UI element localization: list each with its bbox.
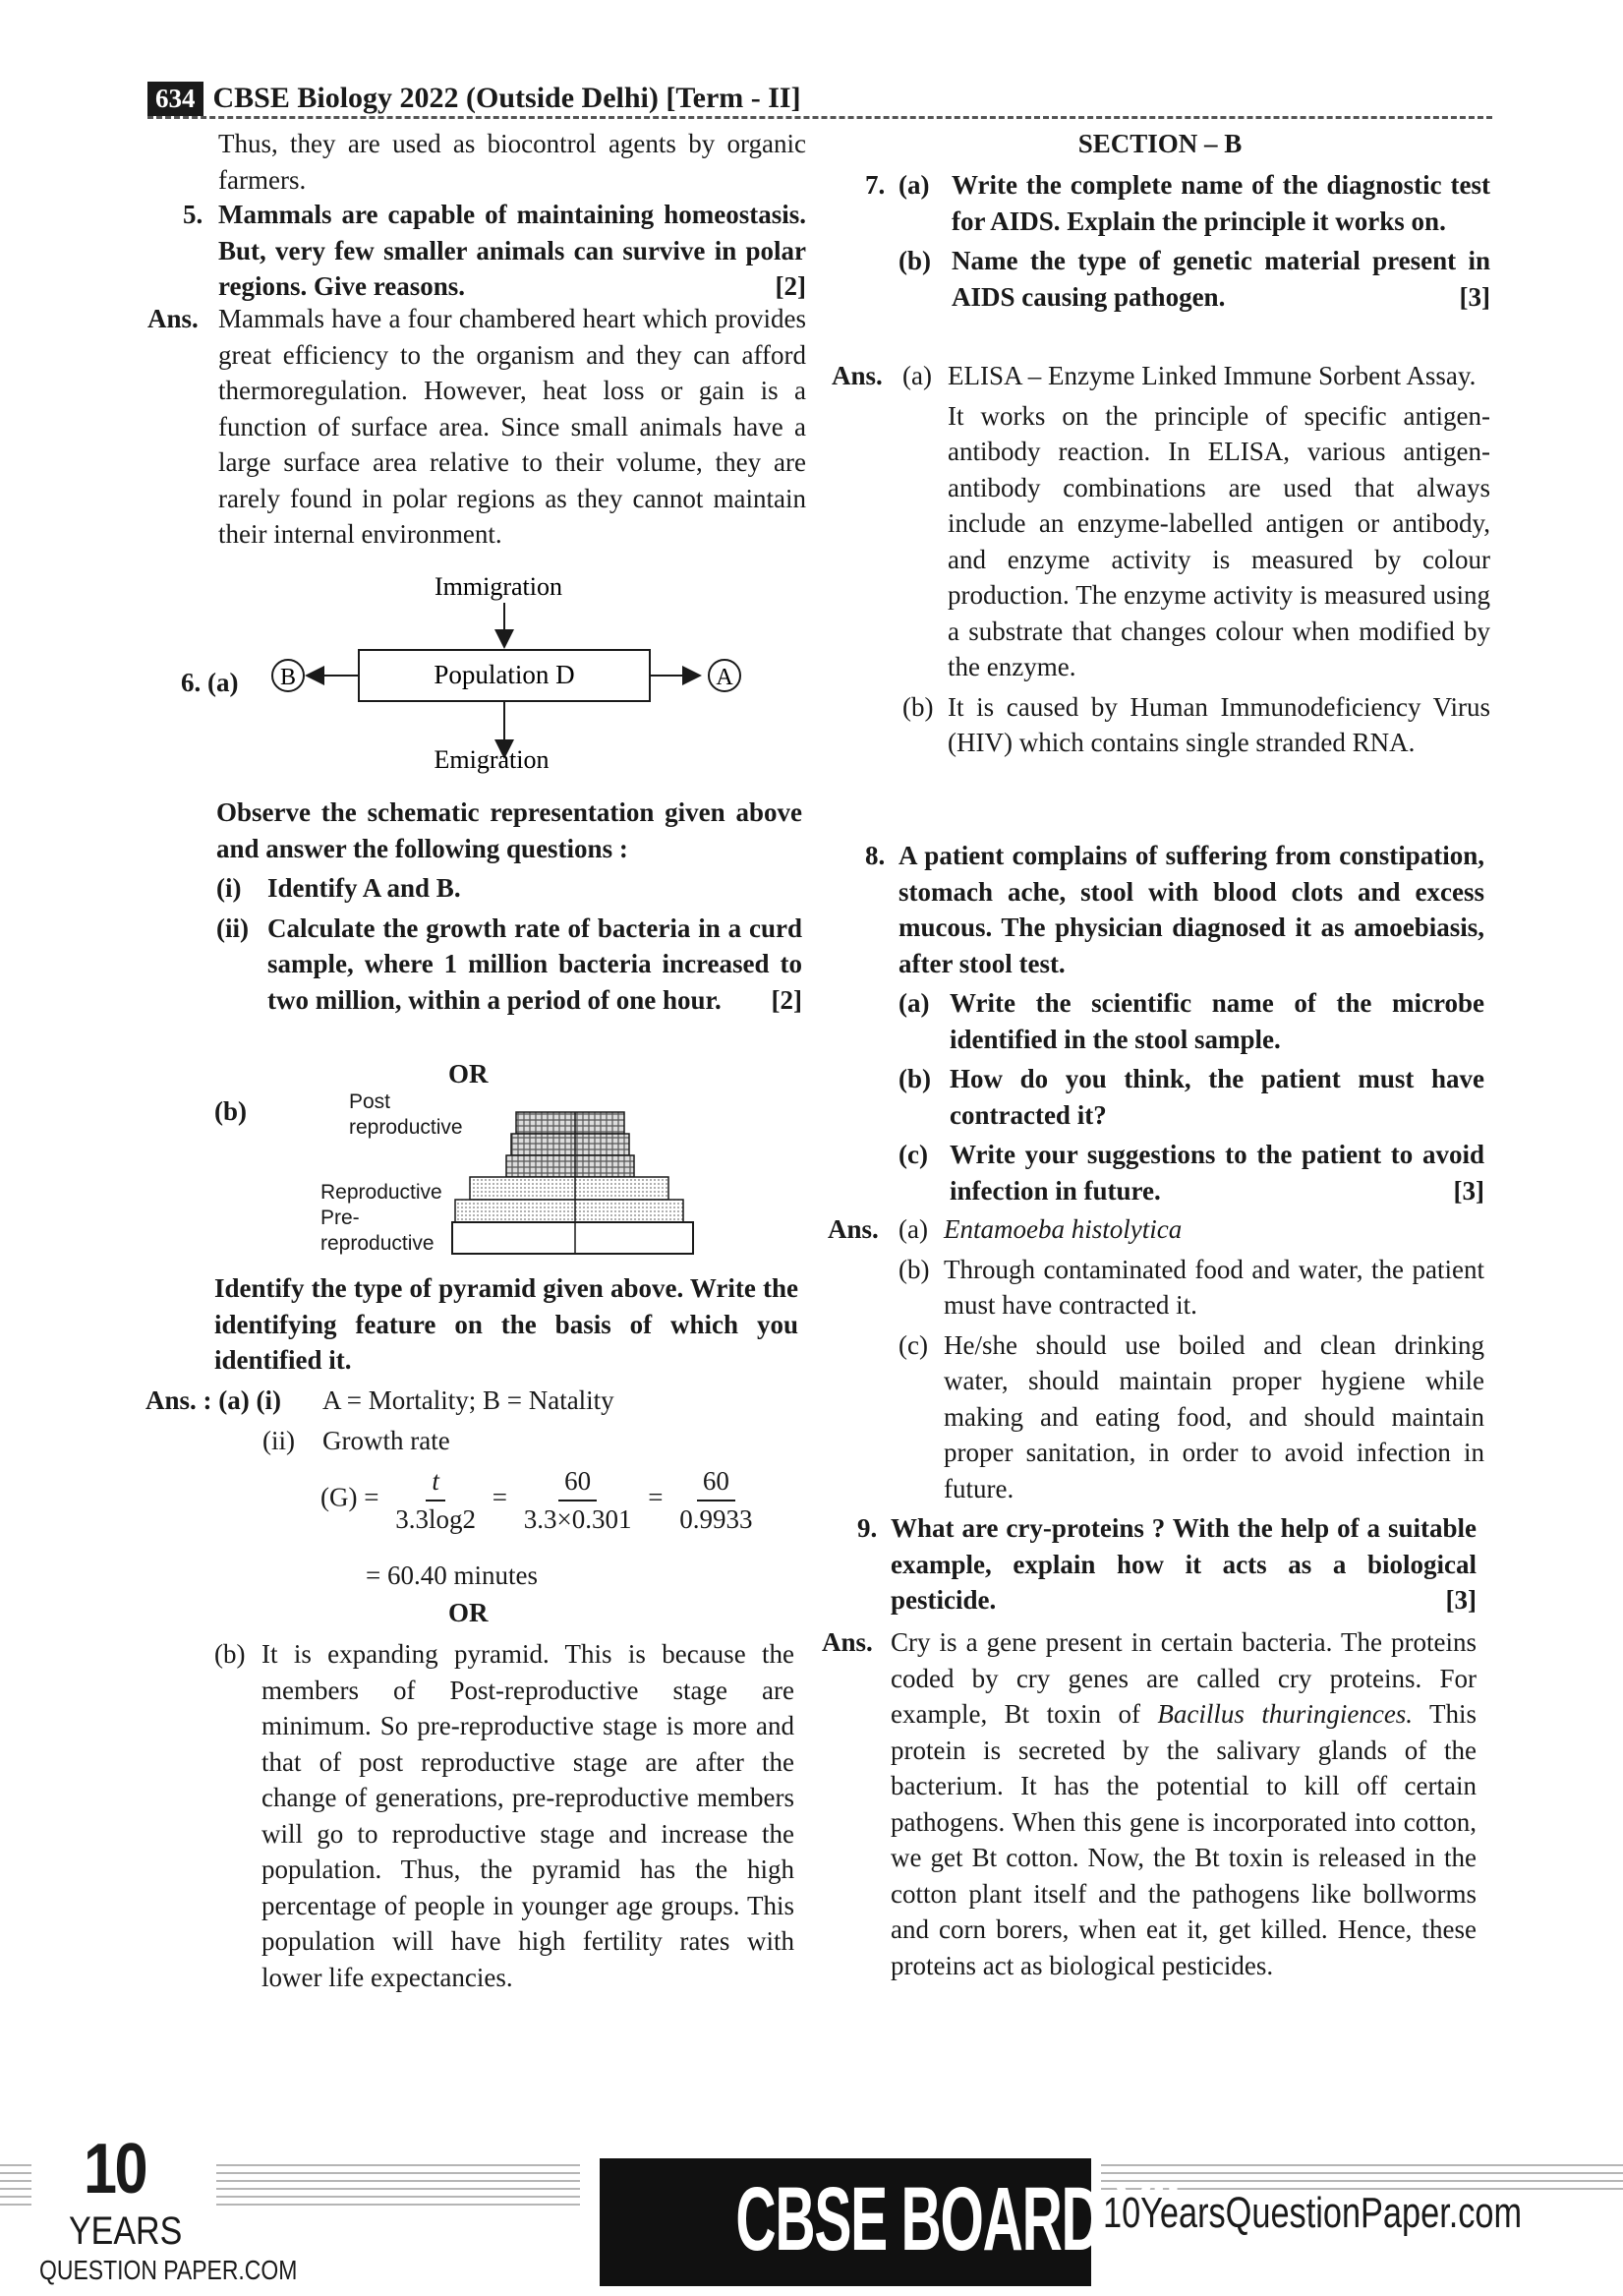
- emigration-label: Emigration: [434, 745, 550, 774]
- page-number: 634: [147, 82, 203, 116]
- board-banner: [600, 2165, 1181, 2273]
- q6-ii-text: Calculate the growth rate of bacteria in a curd sample, where 1 million bacteria increased to two million, within a period of one hour.: [267, 913, 802, 1015]
- q6-i-label: (i): [216, 873, 242, 903]
- q6-marks: [2]: [771, 984, 802, 1015]
- ans8-c-text: He/she should use boiled and clean drinking water, should maintain proper hygiene while making and eating food, and should maintain proper sanitation, in order to avoid infection in future.: [944, 1329, 1484, 1503]
- answer-8: [828, 1211, 1484, 1506]
- ans7-label: Ans.: [832, 361, 883, 390]
- q6-ii-label: (ii): [216, 913, 249, 943]
- q6-b-label: (b): [214, 1096, 247, 1126]
- q6-b-text: Identify the type of pyramid given above. Write the identifying feature on the basis of which you identified it.: [214, 1273, 798, 1375]
- pyramid-post-label: Post reproductive: [349, 1090, 463, 1139]
- ans5-label: Ans.: [147, 304, 199, 333]
- population-label: Population D: [434, 660, 575, 689]
- ans7-a-text1: ELISA – Enzyme Linked Immune Sorbent Assay.: [948, 361, 1477, 390]
- q9-text: What are cry-proteins ? With the help of a suitable example, explain how it acts as a biological pesticide.: [891, 1513, 1477, 1615]
- pyramid-bar-5: [455, 1200, 683, 1222]
- q6-stem: Observe the schematic representation given above and answer the following questions :: [216, 797, 802, 863]
- question-9: [857, 1510, 1477, 1619]
- header-divider: [147, 116, 1492, 119]
- ans6-ii-text: Growth rate: [322, 1425, 450, 1455]
- q8-a-label: (a): [898, 988, 930, 1018]
- ans8-label: Ans.: [828, 1214, 879, 1244]
- q5-marks: [2]: [775, 271, 806, 301]
- fraction-3: [673, 1463, 758, 1537]
- page-header: [147, 77, 801, 120]
- node-a-label: A: [716, 665, 733, 690]
- answer-5: [147, 301, 806, 553]
- ans8-a-label: (a): [898, 1214, 928, 1244]
- ans6-b-label: (b): [214, 1639, 246, 1669]
- pyramid-bar-1: [516, 1112, 624, 1134]
- answer-6b: [214, 1636, 794, 1995]
- fraction-1: [389, 1463, 482, 1537]
- logo-years: YEARS: [69, 2209, 183, 2253]
- ans8-a-text: Entamoeba histolytica: [944, 1214, 1183, 1244]
- question-5: [183, 197, 806, 305]
- ans5-text: Mammals have a four chambered heart which provides great efficiency to the organism and they can afford thermoregulation. However, heat loss or gain is a function of surface area. Since small animals have a large surface area relative to their volume, they are rarely found in polar regions as they cannot maintain their internal environment.: [218, 304, 806, 549]
- pyramid-bar-4: [470, 1177, 668, 1200]
- page-footer: [0, 2130, 1623, 2291]
- q5-text: Mammals are capable of maintaining homeostasis. But, very few smaller animals can survive in polar regions. Give reasons.: [218, 200, 806, 301]
- answer-6: [145, 1383, 814, 1458]
- fraction-1-den: 3.3log2: [395, 1503, 476, 1534]
- q8-b-label: (b): [898, 1064, 931, 1093]
- ans8-c-label: (c): [898, 1329, 928, 1360]
- fraction-2-num: 60: [558, 1463, 597, 1501]
- q7-a-label: (a): [898, 170, 930, 200]
- left-intro: [218, 126, 806, 198]
- node-b-label: B: [279, 665, 297, 690]
- ans9-text-1: Cry is a gene present in certain bacteria. The proteins coded by cry genes are called cry proteins. For example, Bt toxin of: [891, 1627, 1477, 1729]
- formula-g: (G) =: [320, 1482, 379, 1512]
- section-title: SECTION – B: [1077, 129, 1243, 158]
- q8-b-text: How do you think, the patient must have contracted it?: [950, 1064, 1484, 1130]
- q6-body: [216, 795, 802, 1018]
- ans7-b-label: (b): [902, 691, 934, 722]
- q8-c-text: Write your suggestions to the patient to avoid infection in future.: [950, 1140, 1484, 1206]
- ans6-or: OR: [448, 1598, 489, 1627]
- population-diagram: [256, 565, 767, 782]
- pyramid-bar-6: [452, 1222, 693, 1254]
- logo-number: 10: [84, 2130, 145, 2208]
- immigration-label: Immigration: [435, 572, 562, 601]
- q7-number: 7.: [865, 170, 886, 200]
- pyramid-repro-label: Reproductive: [320, 1181, 442, 1204]
- formula-eq-1: =: [492, 1482, 507, 1512]
- intro-text: Thus, they are used as biocontrol agents by organic farmers.: [218, 129, 806, 195]
- ans7-b-text: It is caused by Human Immunodeficiency Virus (HIV) which contains single stranded RNA.: [948, 691, 1490, 757]
- growth-result: = 60.40 minutes: [366, 1560, 538, 1590]
- ans6-ii-label: (ii): [262, 1425, 295, 1455]
- q9-number: 9.: [857, 1513, 878, 1543]
- q9-marks: [3]: [1445, 1585, 1477, 1615]
- ans9-label: Ans.: [822, 1627, 873, 1657]
- ans6-i-text: A = Mortality; B = Natality: [322, 1385, 614, 1415]
- pyramid-bar-2: [511, 1134, 629, 1155]
- fraction-2: [518, 1463, 638, 1537]
- question-7: [865, 167, 1490, 315]
- board-text: CBSE BOARD XII: [735, 2169, 1181, 2269]
- ans9-species: Bacillus thuringiences.: [1157, 1699, 1414, 1729]
- fraction-2-den: 3.3×0.301: [523, 1503, 632, 1534]
- q8-a-text: Write the scientific name of the microbe identified in the stool sample.: [950, 988, 1484, 1054]
- ans8-b-label: (b): [898, 1254, 930, 1284]
- q5-number: 5.: [183, 200, 203, 229]
- q7-b-label: (b): [898, 246, 931, 275]
- ans6-b-text: It is expanding pyramid. This is because the members of Post-reproductive stage are minimum. So pre-reproductive stage is more and that of post reproductive stage are after the change of generations, pre-reproductive members will go to reproductive stage and increase the population. Thus, the pyramid has the high percentage of people in younger age groups. This population will have high fertility rates with lower life expectancies.: [261, 1639, 794, 1992]
- ans7-a-text2: It works on the principle of specific antigen-antibody reaction. In ELISA, various antigen-antibody combinations are used that always include an enzyme-labelled antigen or antibody, and enzyme activity is measured by colour production. The enzyme activity is measured using a substrate that changes colour when modified by the enzyme.: [948, 400, 1490, 681]
- ans8-b-text: Through contaminated food and water, the patient must have contracted it.: [944, 1254, 1484, 1320]
- q6-or: OR: [448, 1059, 489, 1089]
- answer-7: [832, 358, 1490, 761]
- logo-subtitle: QUESTION PAPER.COM: [39, 2255, 298, 2285]
- ans6-label: Ans. : (a) (i): [145, 1385, 281, 1415]
- ans7-a-label: (a): [902, 361, 932, 390]
- question-8: [865, 838, 1484, 1208]
- q8-stem: A patient complains of suffering from constipation, stomach ache, stool with blood clots and excess mucous. The physician diagnosed it as amoebiasis, after stool test.: [898, 841, 1484, 978]
- formula-eq-2: =: [648, 1482, 664, 1512]
- q8-number: 8.: [865, 841, 886, 870]
- pyramid-pre-label: Pre-reproductive: [320, 1207, 435, 1255]
- header-title: CBSE Biology 2022 (Outside Delhi) [Term - II]: [212, 82, 801, 114]
- q6-i-text: Identify A and B.: [267, 873, 461, 903]
- pyramid-bar-3: [506, 1155, 634, 1177]
- q7-b-text: Name the type of genetic material present in AIDS causing pathogen.: [952, 246, 1490, 312]
- q8-marks: [3]: [1453, 1175, 1484, 1206]
- ans9-text-2: This protein is secreted by the salivary glands of the bacterium. It has the potential to kill off certain pathogens. When this gene is incorporated into cotton, we get Bt cotton. Now, the Bt toxin is released in the cotton plant itself and the pathogens like bollworms and corn borers, when eat it, get killed. Hence, these proteins act as biological pesticides.: [891, 1699, 1478, 1980]
- fraction-1-num: t: [426, 1463, 445, 1501]
- answer-9: [822, 1624, 1477, 1983]
- q8-c-label: (c): [898, 1140, 928, 1169]
- q7-a-text: Write the complete name of the diagnostic test for AIDS. Explain the principle it works on.: [952, 170, 1490, 236]
- growth-formula: [320, 1463, 762, 1537]
- q6-number: 6. (a): [181, 668, 239, 697]
- fraction-3-den: 0.9933: [679, 1503, 753, 1534]
- site-url: 10YearsQuestionPaper.com: [1103, 2189, 1523, 2237]
- q7-marks: [3]: [1459, 281, 1490, 312]
- fraction-3-num: 60: [697, 1463, 735, 1501]
